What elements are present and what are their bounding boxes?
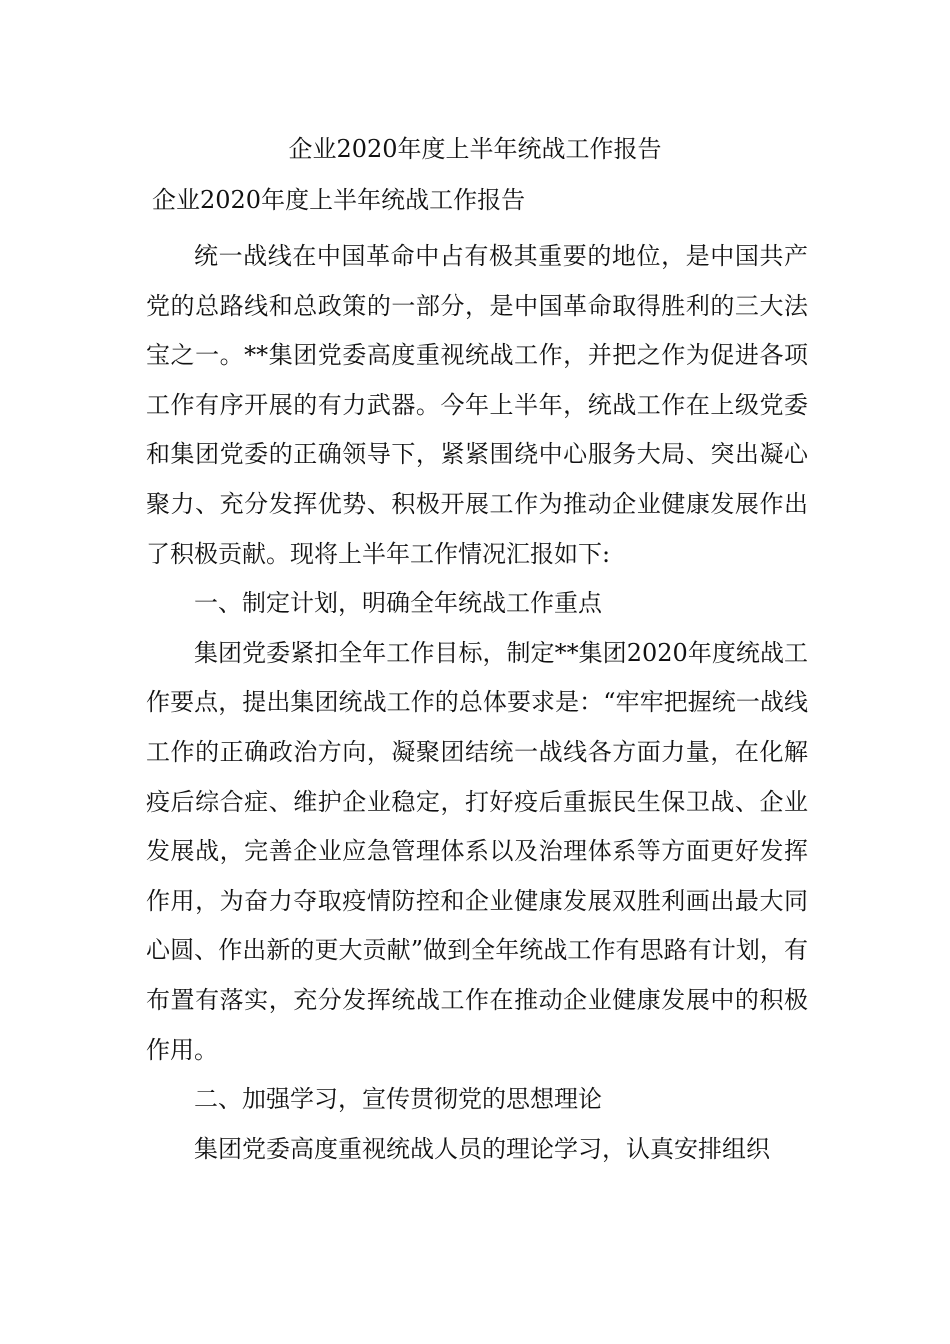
paragraph-section-1: 集团党委紧扣全年工作目标，制定**集团2020年度统战工作要点，提出集团统战工作的总体要求是：“牢牢把握统一战线工作的正确政治方向，凝聚团结统一战线各方面力量，在化解疫后综合症、维护企业稳定，打好疫后重振民生保卫战、企业发展战，完善企业应急管理体系以及治理体系等方面更好发挥作用，为奋力夺取疫情防控和企业健康发展双胜利画出最大同心圆、作出新的更大贡献”做到全年统战工作有思路有计划，有布置有落实，充分发挥统战工作在推动企业健康发展中的积极作用。 bbox=[146, 638, 808, 1064]
section-heading-2: 二、加强学习，宣传贯彻党的思想理论 bbox=[194, 1085, 602, 1114]
paragraph-intro: 统一战线在中国革命中占有极其重要的地位，是中国共产党的总路线和总政策的一部分，是中国革命取得胜利的三大法宝之一。**集团党委高度重视统战工作，并把之作为促进各项工作有序开展的有力武器。今年上半年，统战工作在上级党委和集团党委的正确领导下，紧紧围绕中心服务大局、突出凝心聚力、充分发挥优势、积极开展工作为推动企业健康发展作出了积极贡献。现将上半年工作情况汇报如下: bbox=[146, 242, 808, 568]
paragraph-section-2: 集团党委高度重视统战人员的理论学习，认真安排组织 bbox=[194, 1134, 770, 1163]
document-body bbox=[146, 232, 808, 1174]
document-subtitle: 企业2020年度上半年统战工作报告 bbox=[152, 186, 526, 214]
section-heading-1: 一、制定计划，明确全年统战工作重点 bbox=[194, 589, 602, 618]
document-title: 企业2020年度上半年统战工作报告 bbox=[288, 135, 662, 163]
